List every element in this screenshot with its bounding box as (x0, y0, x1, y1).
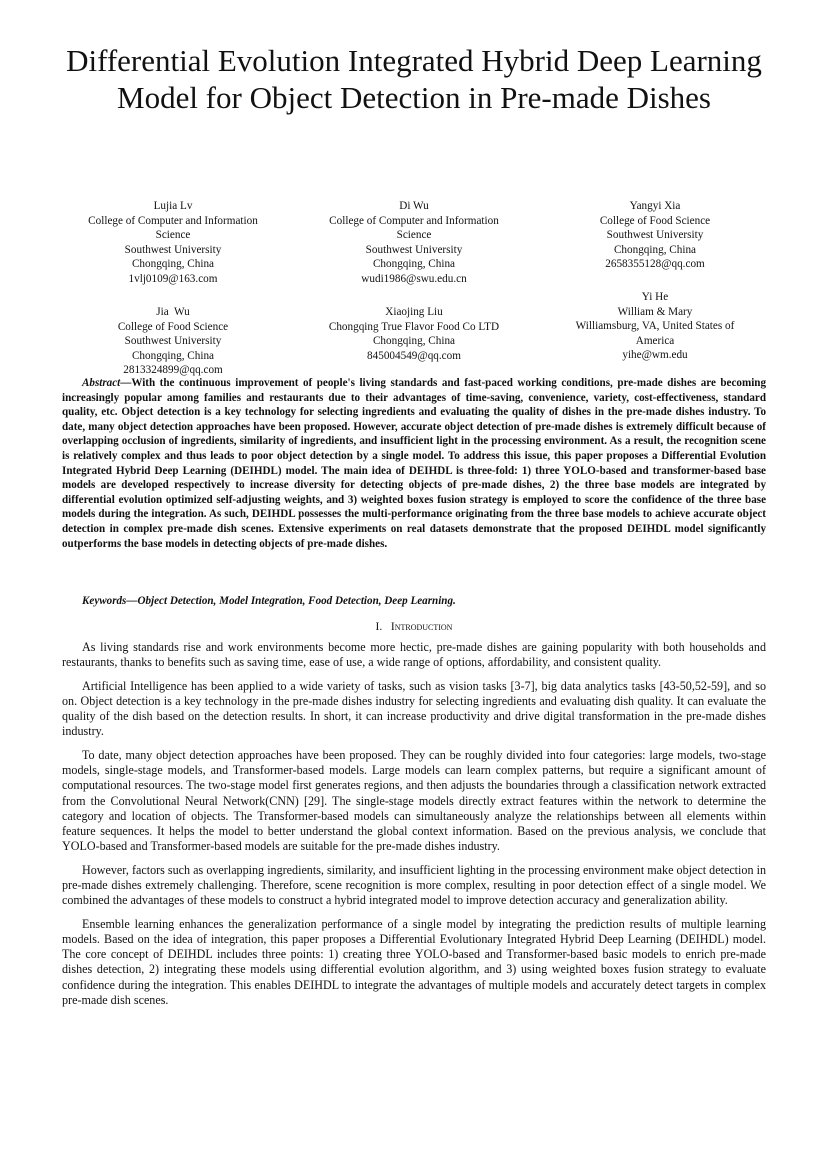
author-email: 845004549@qq.com (367, 349, 461, 362)
author-organization: Southwest University (124, 243, 222, 256)
author-name: Di Wu (399, 200, 429, 212)
paragraph: Ensemble learning enhances the generalization performance of a single model by integrating the prediction results of multiple learning models. Based on the idea of integration, this paper proposes a Differential Evolutionary Integrated Hybrid Deep Learning (DEIHDL) model. The core concept of DEIHDL includes three points: 1) creating three YOLO-based and Transformer-based basic models to enrich pre-made dishes detection, 2) integrating these models using differential evolution algorithm, and 3) using weighted boxes fusion strategy to evaluate confidence during the integration. This enables DEIHDL to integrate the advantages of multiple models and accurately detect targets in complex pre-made dish scenes. (62, 916, 766, 1007)
section-heading (62, 620, 766, 635)
author-email: 1vlj0109@163.com (128, 272, 218, 285)
author-affiliation: College of Food Science (599, 214, 711, 227)
section-number: I. (375, 621, 383, 633)
abstract-label: Abstract (82, 377, 121, 389)
author-affiliation: Science (155, 229, 191, 242)
section-title: Introduction (390, 621, 453, 633)
author-card (58, 305, 288, 378)
author-location: Chongqing, China (372, 335, 456, 348)
author-email: wudi1986@swu.edu.cn (361, 272, 467, 285)
author-card (540, 290, 770, 363)
author-card (299, 305, 529, 363)
author-affiliation: College of Computer and Information (88, 214, 258, 227)
author-location: Chongqing, China (613, 243, 697, 256)
author-name: Jia Wu (156, 306, 190, 318)
author-affiliation: College of Food Science (117, 320, 229, 333)
author-location: Chongqing, China (131, 258, 215, 271)
author-email: yihe@wm.edu (622, 349, 688, 362)
abstract-text: —With the continuous improvement of people's living standards and fast-paced working conditions, pre-made dishes are becoming increasingly popular among families and restaurants due to their advantages of time-saving, convenience, variety, cost-effectiveness, standard quality, etc. Object detection is a key technology for selecting ingredients and evaluating the quality of dishes in the pre-made dishes industry. To date, many object detection approaches have been proposed. However, accurate object detection of pre-made dishes is extremely difficult because of overlapping occlusion of ingredients, similarity of ingredients, and insufficient light in the processing environment. As a result, the recognition scene is relatively complex and thus leads to poor object detection by a single model. To address this issue, this paper proposes a Differential Evolution Integrated Hybrid Deep Learning (DEIHDL) model. The main idea of DEIHDL is three-fold: 1) three YOLO-based and transformer-based base models are developed respectively to increase diversity for detecting objects of pre-made dishes, 2) the three base models are integrated by differential evolution optimized self-adjusting weights, and 3) weighted boxes fusion strategy is employed to score the confidence of the three base models during the integration. As such, DEIHDL possesses the multi-performance originating from the three base models to achieve accurate object detection in complex pre-made dish scenes. Extensive experiments on real datasets demonstrate that the proposed DEIHDL model significantly outperforms the base models in detecting objects of pre-made dishes. (62, 377, 766, 550)
paragraph: Artificial Intelligence has been applied to a wide variety of tasks, such as vision tasks [3-7], big data analytics tasks [43-50,52-59], and so on. Object detection is a key technology in the pre-made dishes industry for selecting ingredients and evaluating dish quality. It can evaluate the quality of the dish based on the detection results. In short, it can increase productivity and drive digital transformation in the pre-made dishes industry. (62, 678, 766, 739)
abstract (62, 376, 766, 551)
author-affiliation: William & Mary (617, 305, 693, 318)
author-organization: Southwest University (365, 243, 463, 256)
author-card (299, 199, 529, 287)
author-location: Williamsburg, VA, United States of America (575, 320, 735, 347)
keywords: Keywords—Object Detection, Model Integration, Food Detection, Deep Learning. (82, 595, 456, 607)
author-organization: Southwest University (606, 229, 704, 242)
author-name: Yangyi Xia (629, 200, 681, 212)
author-organization: Southwest University (124, 335, 222, 348)
paragraph: As living standards rise and work environments become more hectic, pre-made dishes are gaining popularity with both households and restaurants, thanks to benefits such as saving time, ease of use, a wide range of options, affordability, and consistent quality. (62, 640, 766, 670)
author-card (58, 199, 288, 287)
author-card (540, 199, 770, 272)
author-email: 2813324899@qq.com (123, 364, 223, 377)
author-affiliation: Chongqing True Flavor Food Co LTD (328, 320, 500, 333)
author-location: Chongqing, China (372, 258, 456, 271)
author-affiliation: College of Computer and Information (329, 214, 499, 227)
paragraph: To date, many object detection approaches have been proposed. They can be roughly divided into four categories: large models, two-stage models, single-stage models, and Transformer-based models. Large models can learn complex patterns, but require a significant amount of computational resources. The two-stage model first generates regions, and then adjusts the boundaries through a classification network extracted from the Convolutional Neural Network(CNN) [29]. The single-stage models directly extract features within the network to determine the category and location of objects. The Transformer-based models can simultaneously analyze the relationships between all elements within feature sequences. It helps the model to better understand the global context information. Based on the previous analysis, we conclude that YOLO-based and Transformer-based models are suitable for the pre-made dishes industry. (62, 748, 766, 854)
author-name: Lujia Lv (153, 200, 193, 212)
paper-title: Differential Evolution Integrated Hybrid Deep Learning Model for Object Detection in Pre-made Dishes (66, 43, 762, 115)
author-email: 2658355128@qq.com (605, 258, 705, 271)
author-affiliation: Science (396, 229, 432, 242)
author-location: Chongqing, China (131, 349, 215, 362)
author-name: Yi He (641, 291, 669, 303)
paragraph: However, factors such as overlapping ingredients, similarity, and insufficient lighting in the processing environment make object detection in pre-made dishes extremely challenging. Therefore, scene recognition is more complex, resulting in poor detection effect of a single model. We combined the advantages of these models to construct a hybrid integrated model to improve detection accuracy and generalization ability. (62, 862, 766, 908)
author-name: Xiaojing Liu (385, 306, 443, 318)
introduction-body (62, 640, 766, 1016)
